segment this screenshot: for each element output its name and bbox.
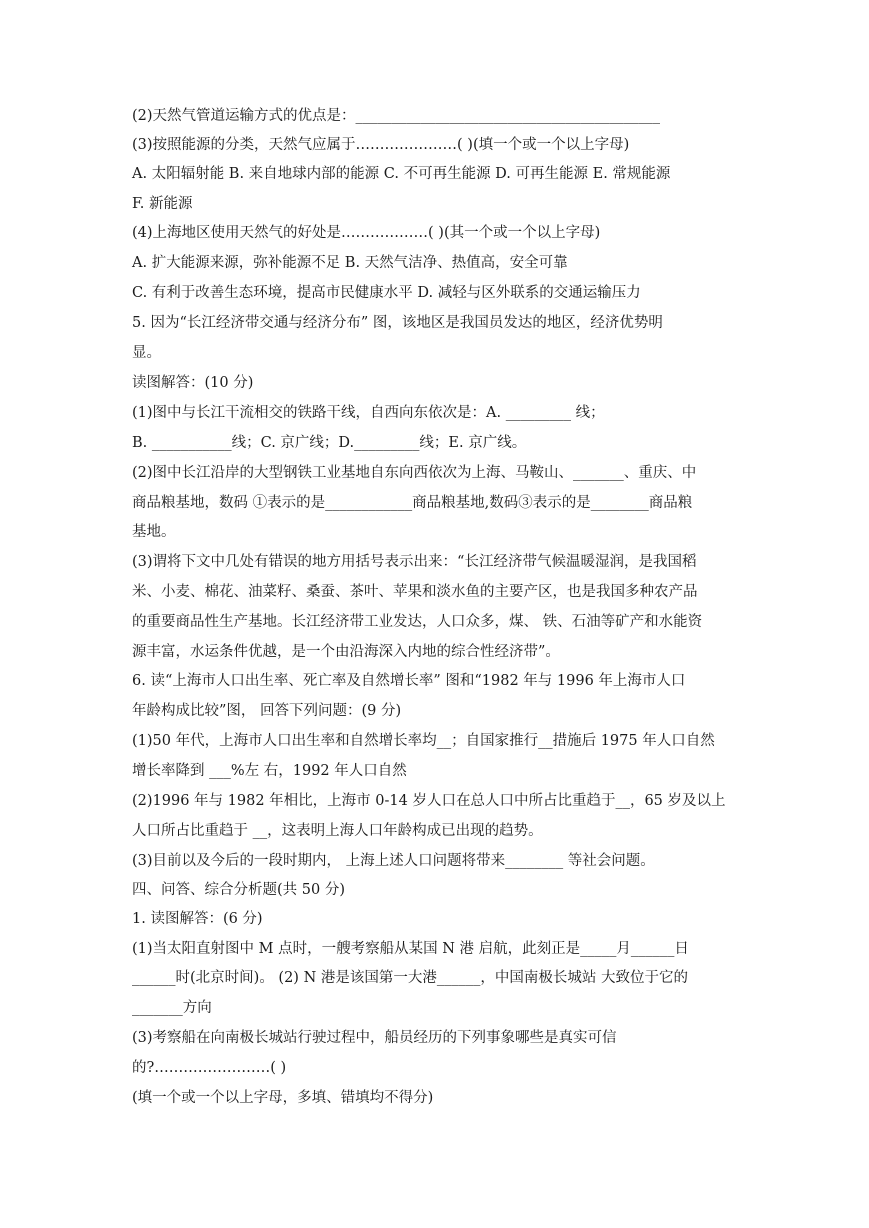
text-line: (3)考察船在向南极长城站行驶过程中，船员经历的下列事象哪些是真实可信 [132,1030,617,1046]
text-line: A. 太阳辐射能 B. 来自地球内部的能源 C. 不可再生能源 D. 可再生能源 E. 常规能源 [132,166,671,182]
text-line: (2)1996 年与 1982 年相比，上海市 0-14 岁人口在总人口中所占比重趋于__，65 岁及以上 [132,793,726,809]
text-line: 基地。 [132,524,176,540]
question-5-line: 5. 因为“长江经济带交通与经济分布” 图，该地区是我国员发达的地区，经济优势明 [132,315,663,331]
text-line: (1)50 年代，上海市人口出生率和自然增长率均__；自国家推行__措施后 1975 年人口自然 [132,733,715,749]
text-line: (3)谓将下文中几处有错误的地方用括号表示出来：“长江经济带气候温暖湿润，是我国稻 [132,554,697,570]
text-line: 1. 读图解答：(6 分) [132,911,263,927]
text-line: F. 新能源 [132,196,193,212]
text-line: 米、小麦、棉花、油菜籽、桑蚕、茶叶、苹果和淡水鱼的主要产区，也是我国多种农产品 [132,584,698,600]
text-line: (3)目前以及今后的一段时期内， 上海上述人口问题将带来________ 等社会问题。 [132,853,655,869]
text-line: 的?……………………( ) [132,1060,287,1076]
text-line: (2)天然气管道运输方式的优点是：__________________________________________ [132,108,661,124]
text-line: 增长率降到 ___%左 右，1992 年人口自然 [132,763,407,779]
text-line: (填一个或一个以上字母，多填、错填均不得分) [132,1090,434,1106]
text-line: C. 有利于改善生态环境，提高市民健康水平 D. 减轻与区外联系的交通运输压力 [132,285,641,301]
text-line: (3)按照能源的分类，天然气应属于…………………( )(填一个或一个以上字母) [132,137,630,153]
text-line: 年龄构成比较”图， 回答下列问题：(9 分) [132,703,402,719]
text-line: B. ___________线；C. 京广线；D._________线；E. 京广线。 [132,435,527,451]
text-line: 人口所占比重趋于 __，这表明上海人口年龄构成已出现的趋势。 [132,823,543,839]
question-6-line: 6. 读“上海市人口出生率、死亡率及自然增长率” 图和“1982 年与 1996 年上海市人口 [132,673,686,689]
text-line: (1)当太阳直射图中 M 点时，一艘考察船从某国 N 港 启航，此刻正是_____月______日 [132,941,689,957]
text-line: 显。 [132,345,161,361]
text-line: 的重要商品性生产基地。长江经济带工业发达，人口众多，煤、 铁、石油等矿产和水能资 [132,614,703,630]
section-heading: 四、问答、综合分析题(共 50 分) [132,882,345,898]
text-line: (4)上海地区使用天然气的好处是………………( )(其一个或一个以上字母) [132,225,601,241]
text-line: _______方向 [132,1000,212,1016]
text-line: (2)图中长江沿岸的大型钢铁工业基地自东向西依次为上海、马鞍山、_______、重庆、中 [132,465,697,481]
text-line: 商品粮基地，数码 ①表示的是____________商品粮基地,数码③表示的是________商品粮 [132,495,693,511]
text-line: 源丰富，水运条件优越，是一个由沿海深入内地的综合性经济带”。 [132,644,560,660]
text-line: ______时(北京时间)。 (2) N 港是该国第一大港______，中国南极长城站 大致位于它的 [132,970,688,986]
text-line: 读图解答：(10 分) [132,375,254,391]
text-line: A. 扩大能源来源，弥补能源不足 B. 天然气洁净、热值高，安全可靠 [132,255,568,271]
text-line: (1)图中与长江干流相交的铁路干线，自西向东依次是：A. _________ 线； [132,405,605,421]
